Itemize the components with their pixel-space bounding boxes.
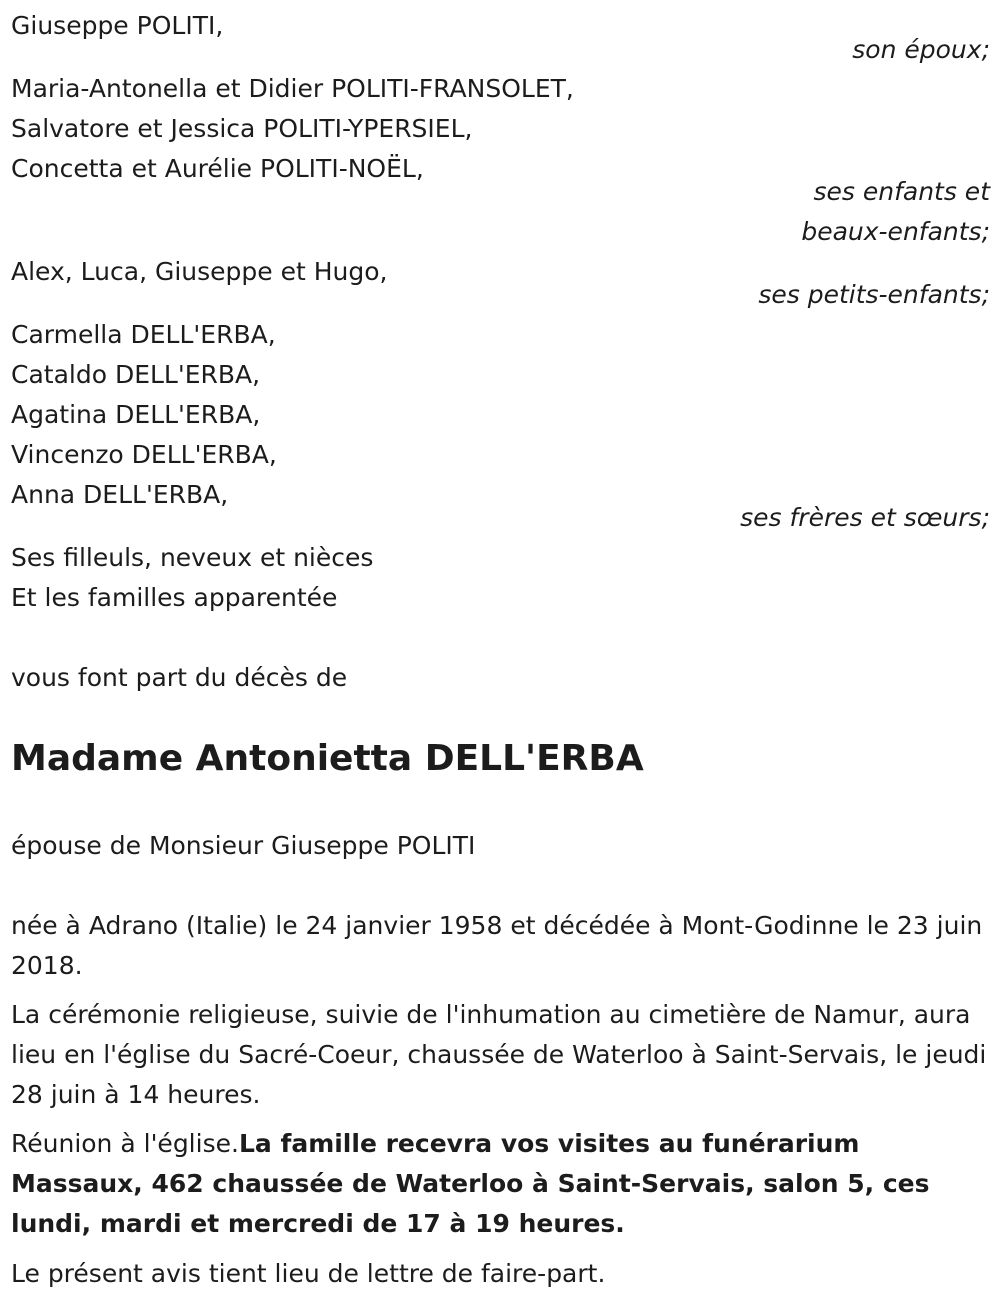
sibling-name: Carmella DELL'ERBA, <box>11 320 276 349</box>
visitation-info: La famille recevra vos visites au funérarium Massaux, 462 chaussée de Waterloo à Saint-Servais, salon 5, ces lundi, mardi et mercredi de 17 à 19 heures. <box>11 1129 930 1238</box>
closing-text: Le présent avis tient lieu de lettre de faire-part. <box>11 1259 606 1288</box>
children-role-line2: beaux-enfants; <box>801 217 990 246</box>
meeting-plain-text: Réunion à l'église. <box>11 1129 239 1158</box>
sibling-name: Agatina DELL'ERBA, <box>11 400 261 429</box>
siblings-role: ses frères et sœurs; <box>740 503 990 532</box>
spouse-name: Giuseppe POLITI, <box>11 11 224 40</box>
spouse-of-text: épouse de Monsieur Giuseppe POLITI <box>11 831 476 860</box>
child-name: Concetta et Aurélie POLITI-NOËL, <box>11 154 424 183</box>
birth-death-text: née à Adrano (Italie) le 24 janvier 1958 et décédée à Mont-Godinne le 23 juin 2018. <box>11 911 983 980</box>
child-name: Maria-Antonella et Didier POLITI-FRANSOLET, <box>11 74 574 103</box>
extended-family-line: Ses filleuls, neveux et nièces <box>11 543 374 572</box>
sibling-name: Vincenzo DELL'ERBA, <box>11 440 277 469</box>
extended-family-line: Et les familles apparentée <box>11 583 338 612</box>
sibling-name: Anna DELL'ERBA, <box>11 480 229 509</box>
sibling-name: Cataldo DELL'ERBA, <box>11 360 261 389</box>
deceased-name: Madame Antonietta DELL'ERBA <box>11 738 644 779</box>
meeting-text <box>11 1124 990 1244</box>
grandchildren-role: ses petits-enfants; <box>758 280 990 309</box>
ceremony-text: La cérémonie religieuse, suivie de l'inhumation au cimetière de Namur, aura lieu en l'église du Sacré-Coeur, chaussée de Waterloo à Saint-Servais, le jeudi 28 juin à 14 heures. <box>11 1000 987 1109</box>
children-role-line1: ses enfants et <box>813 177 990 206</box>
grandchildren-names: Alex, Luca, Giuseppe et Hugo, <box>11 257 388 286</box>
spouse-role: son époux; <box>852 35 990 64</box>
announcement-text: vous font part du décès de <box>11 663 348 692</box>
child-name: Salvatore et Jessica POLITI-YPERSIEL, <box>11 114 473 143</box>
